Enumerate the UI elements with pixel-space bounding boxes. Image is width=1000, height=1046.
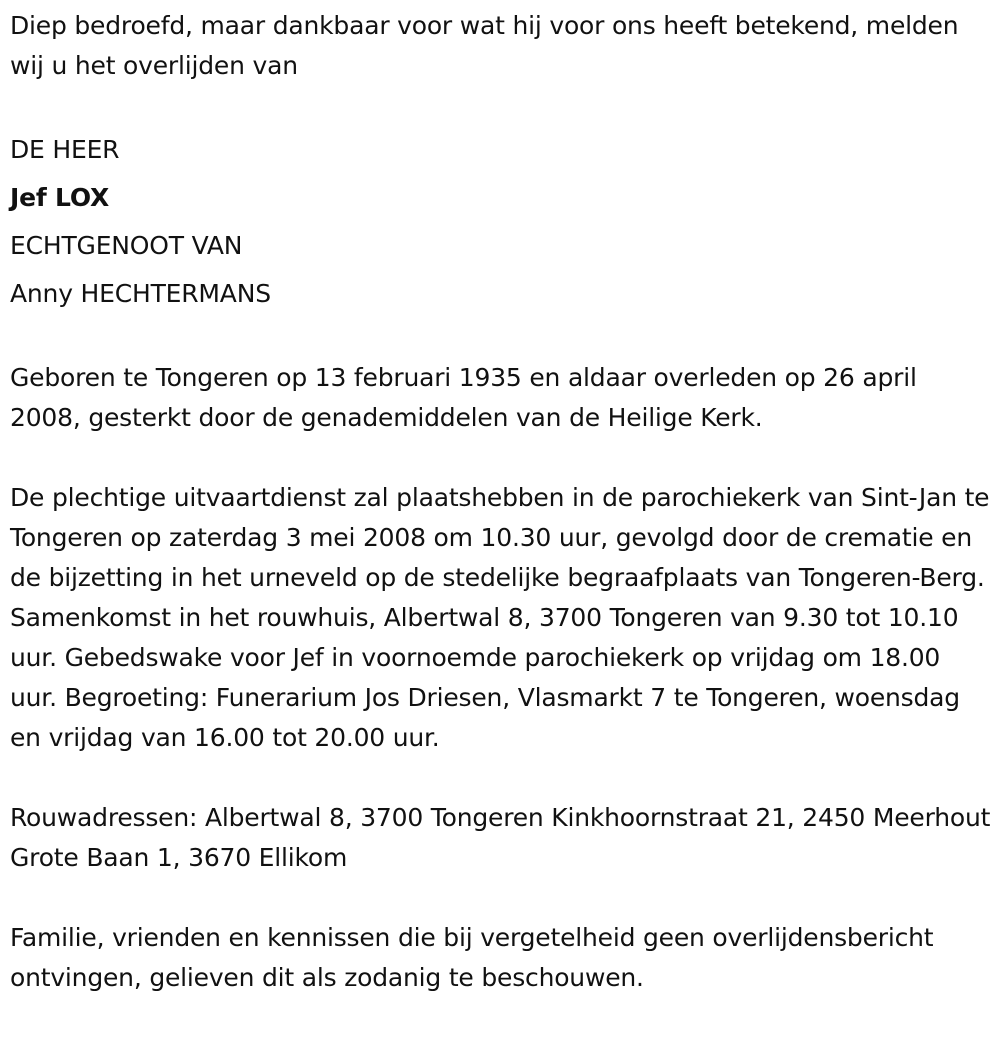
death-notice <box>10 6 992 998</box>
spacer <box>10 758 992 798</box>
funeral-details-text: De plechtige uitvaartdienst zal plaatshebben in de parochiekerk van Sint-Jan te Tongeren op zaterdag 3 mei 2008 om 10.30 uur, gevolgd door de crematie en de bijzetting in het urneveld op de stedelijke begraafplaats van Tongeren-Berg. Samenkomst in het rouwhuis, Albertwal 8, 3700 Tongeren van 9.30 tot 10.10 uur. Gebedswake voor Jef in voornoemde parochiekerk op vrijdag om 18.00 uur. Begroeting: Funerarium Jos Driesen, Vlasmarkt 7 te Tongeren, woensdag en vrijdag van 16.00 tot 20.00 uur. <box>10 483 990 752</box>
closing-text: Familie, vrienden en kennissen die bij vergetelheid geen overlijdensbericht ontvingen, gelieven dit als zodanig te beschouwen. <box>10 923 934 992</box>
spacer <box>10 318 992 358</box>
spacer <box>10 86 992 126</box>
deceased-name: Jef LOX <box>10 183 110 212</box>
birth-death-text: Geboren te Tongeren op 13 februari 1935 en aldaar overleden op 26 april 2008, gesterkt door de genademiddelen van de Heilige Kerk. <box>10 363 917 432</box>
honorific: DE HEER <box>10 135 120 164</box>
spouse-name: Anny HECHTERMANS <box>10 279 271 308</box>
mourning-addresses-text: Rouwadressen: Albertwal 8, 3700 Tongeren Kinkhoornstraat 21, 2450 Meerhout Grote Baan 1, 3670 Ellikom <box>10 803 991 872</box>
spacer <box>10 878 992 918</box>
intro-text: Diep bedroefd, maar dankbaar voor wat hij voor ons heeft betekend, melden wij u het overlijden van <box>10 11 959 80</box>
relation-label: ECHTGENOOT VAN <box>10 231 243 260</box>
spacer <box>10 438 992 478</box>
name-block <box>10 126 992 318</box>
